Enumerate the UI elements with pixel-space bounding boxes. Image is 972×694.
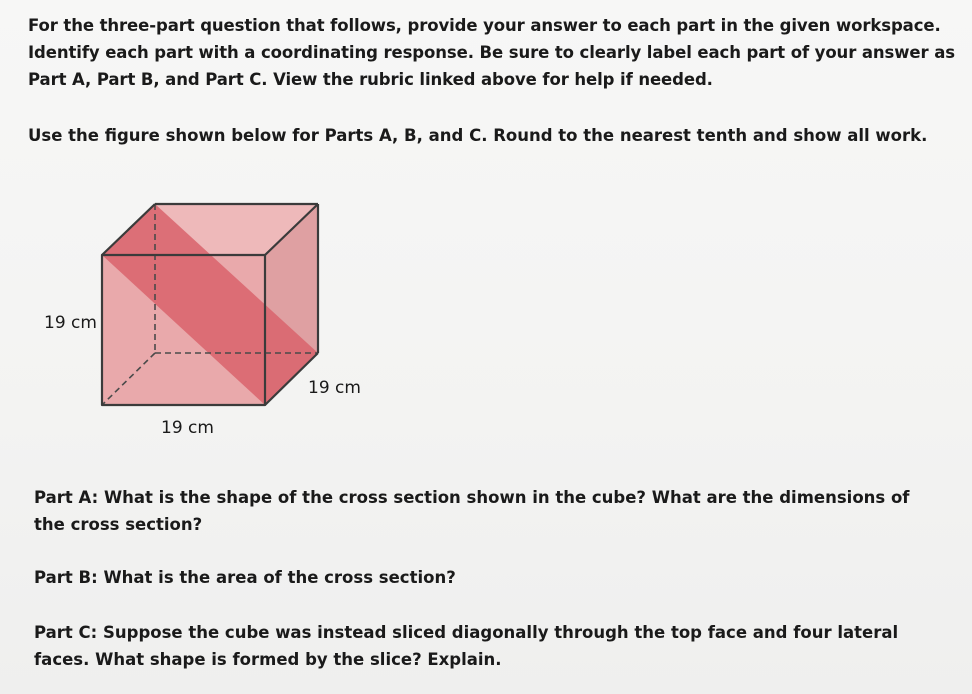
part-b-question: Part B: What is the area of the cross section? [34, 568, 456, 587]
instruction-text: Use the figure shown below for Parts A, B, and C. Round to the nearest tenth and show all work. [28, 126, 928, 145]
bottom-edge-label: 19 cm [161, 418, 214, 438]
part-c-question: Part C: Suppose the cube was instead sliced diagonally through the top face and four lateral faces. What shape is formed by the slice? Explain. [34, 623, 899, 669]
intro-text: For the three-part question that follows, provide your answer to each part in the given workspace. Identify each part with a coordinating response. Be sure to clearly label each part of your answer as Part A, Part B, and Part C. View the rubric linked above for help if needed. [28, 16, 955, 89]
cube-figure [30, 190, 390, 450]
part-a-question: Part A: What is the shape of the cross section shown in the cube? What are the dimensions of the cross section? [34, 488, 910, 534]
right-edge-label: 19 cm [308, 378, 361, 398]
left-edge-label: 19 cm [44, 313, 97, 333]
